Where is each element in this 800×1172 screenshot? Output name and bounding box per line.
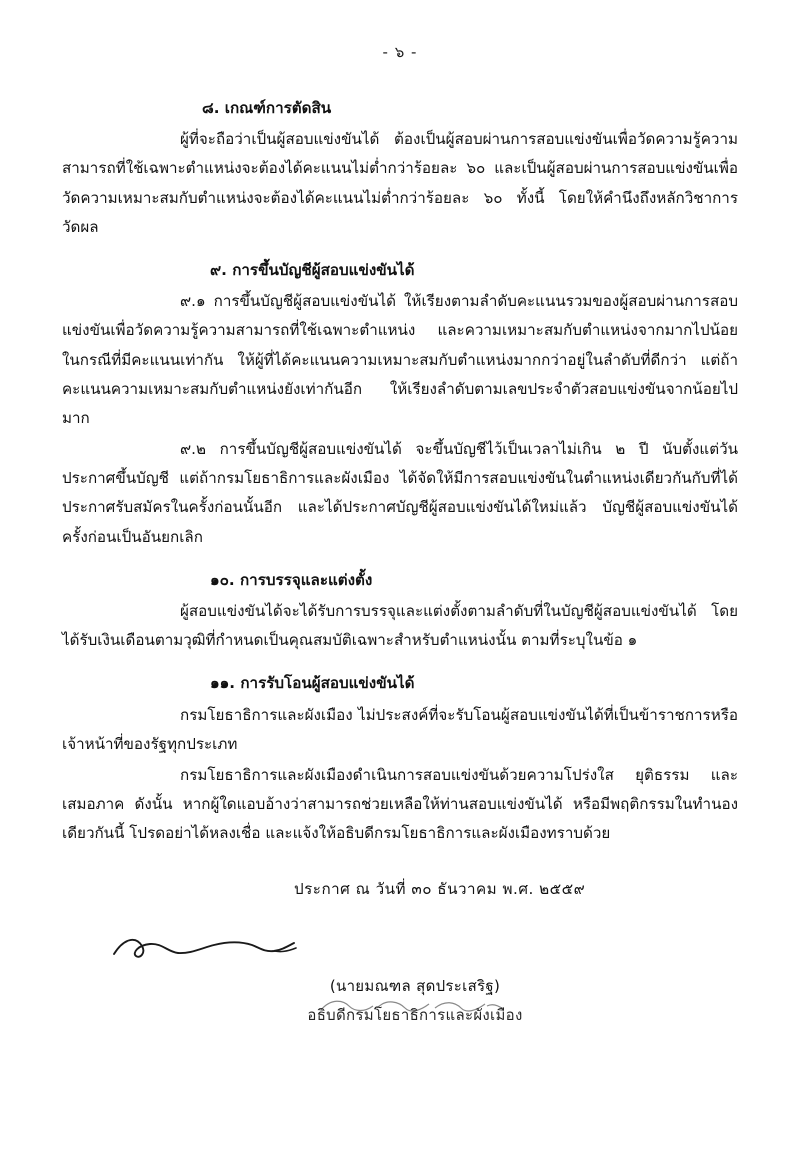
signer-name: (นายมณฑล สุดประเสริฐ) — [329, 976, 501, 995]
section-11-paragraph-2: กรมโยธาธิการและผังเมืองดำเนินการสอบแข่งขันด้วยความโปร่งใส ยุติธรรม และเสมอภาค ดังนั้น หากผู้ใดแอบอ้างว่าสามารถช่วยเหลือให้ท่านสอบแข่งขันได้ หรือมีพฤติกรรมในทำนองเดียวกันนี้ โปรดอย่าได้หลงเชื่อ และแจ้งให้อธิบดีกรมโยธาธิการและผังเมืองทราบด้วย — [62, 765, 738, 843]
page-number: - ๖ - — [382, 43, 418, 61]
section-10-title: การบรรจุและแต่งตั้ง — [239, 570, 373, 589]
announcement-date-line: ประกาศ ณ วันที่ ๓๐ ธันวาคม พ.ศ. ๒๕๕๙ — [294, 879, 586, 898]
section-11-number: ๑๑. — [210, 674, 236, 693]
section-10-paragraph-1: ผู้สอบแข่งขันได้จะได้รับการบรรจุและแต่งตั้งตามลำดับที่ในบัญชีผู้สอบแข่งขันได้ โดยได้รับเงินเดือนตามวุฒิที่กำหนดเป็นคุณสมบัติเฉพาะสำหรับตำแหน่งนั้น ตามที่ระบุในข้อ ๑ — [62, 602, 738, 650]
section-8-heading — [62, 94, 738, 123]
section-10-number: ๑๐. — [210, 570, 235, 589]
section-8 — [62, 94, 738, 242]
handwritten-signature-icon — [106, 932, 306, 966]
section-9-title: การขึ้นบัญชีผู้สอบแข่งขันได้ — [232, 260, 415, 279]
section-9 — [62, 256, 738, 552]
signature-block — [62, 932, 738, 1031]
section-9-number: ๙. — [210, 260, 227, 279]
signer-title: อธิบดีกรมโยธาธิการและผังเมือง — [307, 1006, 523, 1025]
section-10 — [62, 566, 738, 656]
section-9-paragraph-1: ๙.๑ การขึ้นบัญชีผู้สอบแข่งขันได้ ให้เรียงตามลำดับคะแนนรวมของผู้สอบผ่านการสอบแข่งขันเพื่อวัดความรู้ความสามารถที่ใช้เฉพาะตำแหน่ง และความเหมาะสมกับตำแหน่งจากมากไปน้อย ในกรณีที่มีคะแนนเท่ากัน ให้ผู้ที่ได้คะแนนความเหมาะสมกับตำแหน่งมากกว่าอยู่ในลำดับที่ดีกว่า แต่ถ้าคะแนนความเหมาะสมกับตำแหน่งยังเท่ากันอีก ให้เรียงลำดับตามเลขประจำตัวสอบแข่งขันจากน้อยไปมาก — [62, 292, 738, 427]
section-8-title: เกณฑ์การตัดสิน — [224, 99, 332, 117]
section-9-paragraph-2: ๙.๒ การขึ้นบัญชีผู้สอบแข่งขันได้ จะขึ้นบัญชีไว้เป็นเวลาไม่เกิน ๒ ปี นับตั้งแต่วันประกาศขึ้นบัญชี แต่ถ้ากรมโยธาธิการและผังเมือง ได้จัดให้มีการสอบแข่งขันในตำแหน่งเดียวกันกับที่ได้ประกาศรับสมัครในครั้งก่อนนั้นอีก และได้ประกาศบัญชีผู้สอบแข่งขันได้ใหม่แล้ว บัญชีผู้สอบแข่งขันได้ครั้งก่อนเป็นอันยกเลิก — [62, 440, 738, 546]
section-11 — [62, 669, 738, 848]
section-8-paragraph-1: ผู้ที่จะถือว่าเป็นผู้สอบแข่งขันได้ ต้องเป็นผู้สอบผ่านการสอบแข่งขันเพื่อวัดความรู้ความสามารถที่ใช้เฉพาะตำแหน่งจะต้องได้คะแนนไม่ต่ำกว่าร้อยละ ๖๐ และเป็นผู้สอบผ่านการสอบแข่งขันเพื่อวัดความเหมาะสมกับตำแหน่งจะต้องได้คะแนนไม่ต่ำกว่าร้อยละ ๖๐ ทั้งนี้ โดยให้คำนึงถึงหลักวิชาการวัดผล — [62, 130, 738, 236]
section-11-paragraph-1: กรมโยธาธิการและผังเมือง ไม่ประสงค์ที่จะรับโอนผู้สอบแข่งขันได้ที่เป็นข้าราชการหรือเจ้าหน้าที่ของรัฐทุกประเภท — [62, 705, 738, 753]
section-11-title: การรับโอนผู้สอบแข่งขันได้ — [240, 674, 415, 693]
section-10-heading — [62, 566, 738, 595]
section-11-heading — [62, 669, 738, 698]
document-page — [0, 40, 800, 1172]
section-9-heading — [62, 256, 738, 285]
section-8-number: ๘. — [202, 99, 220, 117]
document-body — [62, 94, 738, 1030]
